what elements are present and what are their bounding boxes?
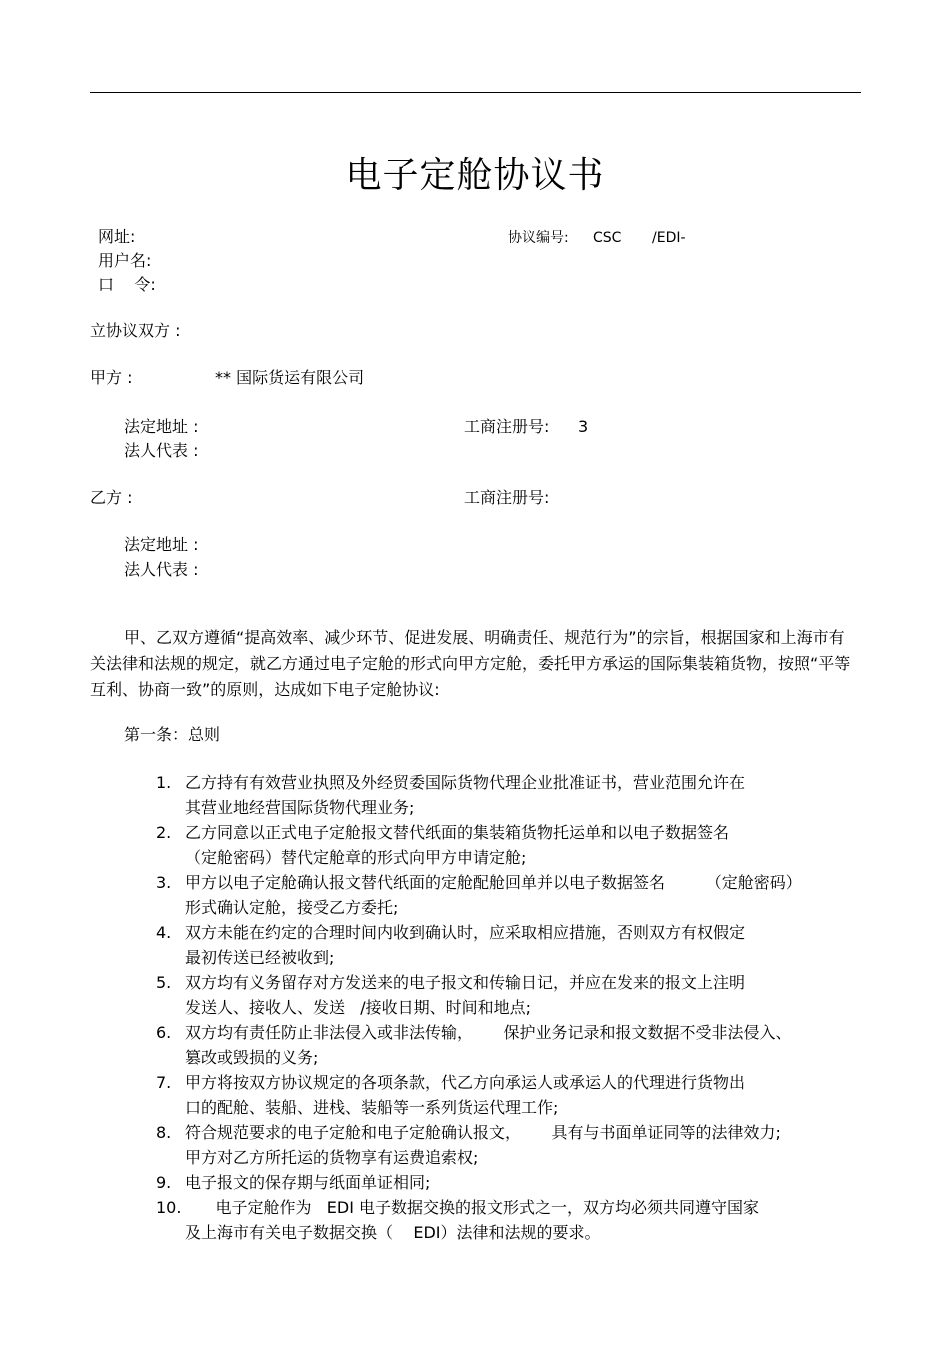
list-text-line: 双方未能在约定的合理时间内收到确认时，应采取相应措施，否则双方有权假定 bbox=[185, 923, 746, 942]
party-a-rep-label: 法人代表 : bbox=[124, 441, 199, 460]
list-number: 5. bbox=[156, 973, 172, 992]
username-label: 用户名: bbox=[98, 251, 152, 270]
list-item bbox=[156, 920, 866, 970]
party-a-reg-value: 3 bbox=[578, 417, 589, 436]
parties-intro: 立协议双方 : bbox=[90, 321, 181, 340]
list-number: 3. bbox=[156, 873, 172, 892]
article-1-list bbox=[156, 770, 866, 1245]
list-text-line: 乙方同意以正式电子定舱报文替代纸面的集装箱货物托运单和以电子数据签名 bbox=[185, 823, 730, 842]
list-text-line: 甲方对乙方所托运的货物享有运费追索权; bbox=[185, 1148, 479, 1167]
party-a-label: 甲方 : bbox=[90, 368, 133, 387]
list-number: 6. bbox=[156, 1023, 172, 1042]
party-a-reg-label: 工商注册号: bbox=[464, 417, 550, 436]
list-text-line: 发送人、接收人、发送 /接收日期、时间和地点; bbox=[185, 998, 532, 1017]
party-b-reg-label: 工商注册号: bbox=[464, 488, 550, 507]
preamble-paragraph bbox=[90, 625, 860, 703]
list-number: 10. bbox=[156, 1198, 182, 1217]
list-number: 8. bbox=[156, 1123, 172, 1142]
party-a-name: ** 国际货运有限公司 bbox=[215, 368, 365, 387]
party-b-label: 乙方 : bbox=[90, 488, 133, 507]
list-item bbox=[156, 820, 866, 870]
document-title: 电子定舱协议书 bbox=[345, 155, 605, 196]
website-label: 网址: bbox=[98, 227, 136, 246]
list-number: 1. bbox=[156, 773, 172, 792]
list-text-line: 口的配舱、装船、进栈、装船等一系列货运代理工作; bbox=[185, 1098, 559, 1117]
list-item bbox=[156, 770, 866, 820]
list-text-line: 符合规范要求的电子定舱和电子定舱确认报文， 具有与书面单证同等的法律效力; bbox=[185, 1123, 781, 1142]
list-text-line: 双方均有义务留存对方发送来的电子报文和传输日记，并应在发来的报文上注明 bbox=[185, 973, 746, 992]
party-a-address-label: 法定地址 : bbox=[124, 417, 199, 436]
preamble-text: 甲、乙双方遵循“提高效率、减少环节、促进发展、明确责任、规范行为”的宗旨，根据国家和上海市有关法律和法规的规定，就乙方通过电子定舱的形式向甲方定舱，委托甲方承运的国际集装箱货物，按照“平等互利、协商一致”的原则，达成如下电子定舱协议: bbox=[90, 628, 851, 699]
agreement-no-label: 协议编号: bbox=[508, 230, 569, 246]
list-item bbox=[156, 1020, 866, 1070]
list-text-line: 其营业地经营国际货物代理业务; bbox=[185, 798, 415, 817]
list-text-line: 乙方持有有效营业执照及外经贸委国际货物代理企业批准证书，营业范围允许在 bbox=[185, 773, 746, 792]
list-text-line: （定舱密码）替代定舱章的形式向甲方申请定舱; bbox=[185, 848, 527, 867]
list-item bbox=[156, 1070, 866, 1120]
list-text-line: 电子定舱作为 EDI 电子数据交换的报文形式之一，双方均必须共同遵守国家 bbox=[185, 1198, 760, 1217]
list-text-line: 甲方以电子定舱确认报文替代纸面的定舱配舱回单并以电子数据签名 （定舱密码） bbox=[185, 873, 802, 892]
list-item bbox=[156, 1170, 866, 1195]
list-item bbox=[156, 1120, 866, 1170]
list-number: 7. bbox=[156, 1073, 172, 1092]
article-1-heading: 第一条：总则 bbox=[124, 725, 221, 744]
list-item bbox=[156, 870, 866, 920]
list-number: 4. bbox=[156, 923, 172, 942]
party-b-address-label: 法定地址 : bbox=[124, 535, 199, 554]
list-text-line: 及上海市有关电子数据交换（ EDI）法律和法规的要求。 bbox=[185, 1223, 601, 1242]
list-text-line: 双方均有责任防止非法侵入或非法传输， 保护业务记录和报文数据不受非法侵入、 bbox=[185, 1023, 792, 1042]
list-item bbox=[156, 1195, 866, 1245]
top-rule bbox=[90, 92, 861, 93]
list-text-line: 形式确认定舱，接受乙方委托; bbox=[185, 898, 399, 917]
password-label: 口 令: bbox=[98, 275, 156, 294]
party-b-rep-label: 法人代表 : bbox=[124, 560, 199, 579]
list-text-line: 篡改或毁损的义务; bbox=[185, 1048, 319, 1067]
agreement-no-prefix: CSC bbox=[593, 230, 622, 246]
list-number: 9. bbox=[156, 1173, 172, 1192]
list-number: 2. bbox=[156, 823, 172, 842]
list-text-line: 电子报文的保存期与纸面单证相同; bbox=[185, 1173, 431, 1192]
list-text-line: 甲方将按双方协议规定的各项条款，代乙方向承运人或承运人的代理进行货物出 bbox=[185, 1073, 746, 1092]
list-text-line: 最初传送已经被收到; bbox=[185, 948, 335, 967]
agreement-no-suffix: /EDI- bbox=[652, 230, 686, 246]
list-item bbox=[156, 970, 866, 1020]
